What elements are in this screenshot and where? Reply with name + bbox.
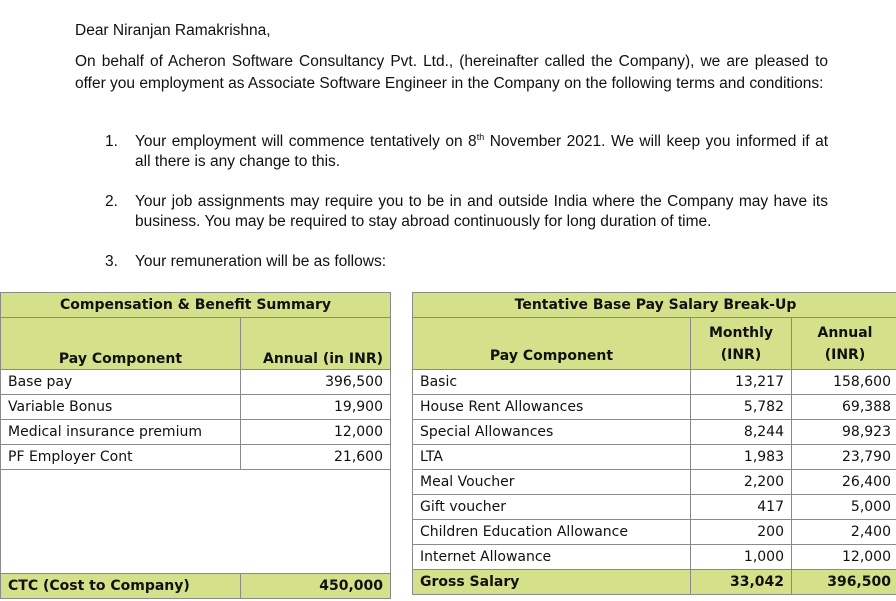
- cell-monthly: 1,000: [691, 545, 792, 570]
- cell-component: Basic: [413, 370, 691, 395]
- column-header: Annual (INR): [792, 318, 896, 370]
- empty-row: [1, 470, 391, 574]
- cell-component: Internet Allowance: [413, 545, 691, 570]
- cell-annual: 12,000: [241, 420, 391, 445]
- cell-component: Special Allowances: [413, 420, 691, 445]
- cell-annual: 396,500: [241, 370, 391, 395]
- cell-monthly: 200: [691, 520, 792, 545]
- table-row: [413, 545, 896, 570]
- cell-component: Base pay: [1, 370, 241, 395]
- offer-letter: [75, 20, 829, 270]
- cell-component: Gift voucher: [413, 495, 691, 520]
- cell-monthly: 8,244: [691, 420, 792, 445]
- cell-component: Meal Voucher: [413, 470, 691, 495]
- column-header: Pay Component: [413, 318, 691, 370]
- compensation-table: [0, 292, 391, 599]
- table-row: [413, 495, 896, 520]
- term-text: Your job assignments may require you to be in and outside India where the Company may have its business. You may be required to stay abroad continuously for long duration of time.: [135, 193, 828, 230]
- total-monthly: 33,042: [691, 570, 792, 595]
- cell-component: PF Employer Cont: [1, 445, 241, 470]
- cell-component: LTA: [413, 445, 691, 470]
- column-header: Annual (in INR): [241, 318, 391, 370]
- term-number: 2.: [105, 193, 118, 210]
- table-row: [1, 370, 391, 395]
- total-annual: 396,500: [792, 570, 896, 595]
- column-header: Pay Component: [1, 318, 241, 370]
- table-row: [413, 395, 896, 420]
- cell-annual: 69,388: [792, 395, 896, 420]
- cell-annual: 158,600: [792, 370, 896, 395]
- cell-monthly: 1,983: [691, 445, 792, 470]
- table-row: [1, 420, 391, 445]
- cell-component: Children Education Allowance: [413, 520, 691, 545]
- greeting: Dear Niranjan Ramakrishna,: [75, 22, 271, 39]
- total-row: [1, 574, 391, 599]
- table-row: [1, 445, 391, 470]
- term-item: [105, 252, 828, 272]
- compensation-table-title: Compensation & Benefit Summary: [1, 293, 391, 318]
- cell-annual: 19,900: [241, 395, 391, 420]
- cell-annual: 98,923: [792, 420, 896, 445]
- term-number: 3.: [105, 253, 118, 270]
- cell-component: Medical insurance premium: [1, 420, 241, 445]
- cell-annual: 2,400: [792, 520, 896, 545]
- empty-cell: [1, 470, 391, 574]
- cell-monthly: 417: [691, 495, 792, 520]
- term-text: Your remuneration will be as follows:: [135, 253, 386, 270]
- total-row: [413, 570, 896, 595]
- total-annual: 450,000: [241, 574, 391, 599]
- table-row: [413, 445, 896, 470]
- table-row: [413, 370, 896, 395]
- term-number: 1.: [105, 133, 118, 150]
- salary-breakup-table: [412, 292, 896, 595]
- breakup-table-title: Tentative Base Pay Salary Break-Up: [413, 293, 896, 318]
- cell-monthly: 13,217: [691, 370, 792, 395]
- table-row: [1, 395, 391, 420]
- intro-paragraph: On behalf of Acheron Software Consultancy Pvt. Ltd., (hereinafter called the Company), we are pleased to offer you employment as Associate Software Engineer in the Company on the following terms and conditions:: [75, 53, 828, 92]
- cell-component: House Rent Allowances: [413, 395, 691, 420]
- cell-component: Variable Bonus: [1, 395, 241, 420]
- term-text: Your employment will commence tentatively on 8th November 2021. We will keep you informed if at all there is any change to this.: [135, 132, 829, 170]
- table-row: [413, 420, 896, 445]
- cell-annual: 23,790: [792, 445, 896, 470]
- cell-monthly: 2,200: [691, 470, 792, 495]
- term-item: [105, 132, 828, 172]
- table-row: [413, 520, 896, 545]
- total-label: Gross Salary: [413, 570, 691, 595]
- table-row: [413, 470, 896, 495]
- total-label: CTC (Cost to Company): [1, 574, 241, 599]
- cell-annual: 26,400: [792, 470, 896, 495]
- term-item: [105, 192, 828, 232]
- column-header: Monthly (INR): [691, 318, 792, 370]
- cell-monthly: 5,782: [691, 395, 792, 420]
- cell-annual: 5,000: [792, 495, 896, 520]
- cell-annual: 21,600: [241, 445, 391, 470]
- cell-annual: 12,000: [792, 545, 896, 570]
